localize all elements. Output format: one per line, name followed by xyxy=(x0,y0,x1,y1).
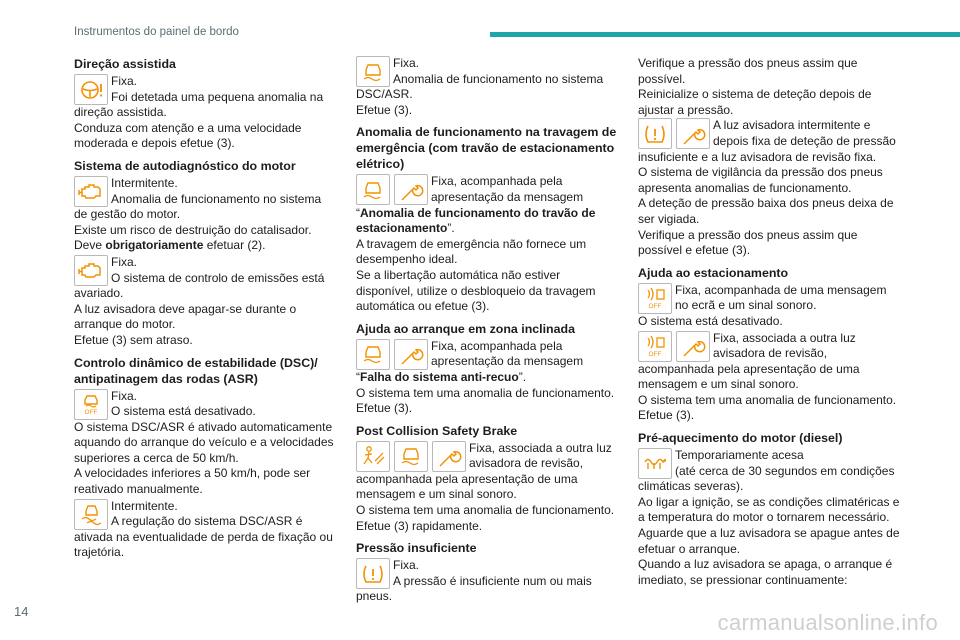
entry-text: Fixa, associada a outra luz avisadora de revisão, acompanhada pela apresentação de uma mensagem e um sinal sonoro. xyxy=(638,330,860,392)
section-heading: Post Collision Safety Brake xyxy=(356,423,518,438)
entry-text: Temporariamente acesa xyxy=(675,448,804,463)
entry-text: Efetue (3). xyxy=(356,401,413,416)
entry-text: Aguarde que a luz avisadora se apague antes de efetuar o arranque. xyxy=(638,526,900,556)
entry-text: Foi detetada uma pequena anomalia na direção assistida. xyxy=(74,89,324,120)
entry-text: Intermitente. xyxy=(111,175,178,190)
warning-entry xyxy=(356,174,618,314)
svg-text:OFF: OFF xyxy=(84,409,98,415)
entry-text: Efetue (3) sem atraso. xyxy=(74,332,193,347)
entry-text: Fixa. xyxy=(393,56,420,70)
car-fault-icon xyxy=(356,56,390,87)
section-heading: Controlo dinâmico de estabilidade (DSC)/ antipatinagem das rodas (ASR) xyxy=(74,355,318,386)
car-fault-icon xyxy=(356,174,390,205)
entry-text: (até cerca de 30 segundos em condições climáticas severas). xyxy=(638,463,895,494)
entry-text: Existe um risco de destruição do catalisador. xyxy=(74,222,312,237)
warning-entry xyxy=(638,118,900,258)
paragraph: Verifique a pressão dos pneus assim que possível. xyxy=(638,56,858,86)
entry-text: Fixa, acompanhada de uma mensagem no ecrã e um sinal sonoro. xyxy=(675,282,887,313)
entry-text: “Anomalia de funcionamento do travão de estacionamento”. xyxy=(356,205,596,236)
entry-text: A regulação do sistema DSC/ASR é ativada na eventualidade de perda de fixação ou trajetória. xyxy=(74,514,333,560)
running-header: Instrumentos do painel de bordo xyxy=(74,26,239,38)
park-assist-off-icon xyxy=(638,283,672,314)
wrench-icon xyxy=(676,331,710,362)
dsc-off-icon xyxy=(74,389,108,420)
park-assist-off-icon xyxy=(638,331,672,362)
watermark: carmanualsonline.info xyxy=(717,610,938,635)
entry-text: Fixa, associada a outra luz avisadora de revisão, acompanhada pela apresentação de uma mensagem e um sinal sonoro. xyxy=(356,440,612,502)
entry-text: Fixa, acompanhada pela apresentação da mensagem “Falha do sistema anti-recuo”. xyxy=(356,338,584,384)
entry-text: A pressão é insuficiente num ou mais pneus. xyxy=(356,573,592,604)
dsc-skid-icon xyxy=(74,499,108,530)
entry-text: Efetue (3). xyxy=(638,408,695,423)
entry-text: Fixa. xyxy=(111,254,138,269)
entry-text: A deteção de pressão baixa dos pneus deixa de ser vigiada. xyxy=(638,196,894,226)
warning-entry xyxy=(74,74,336,152)
section-heading: Anomalia de funcionamento na travagem de emergência (com travão de estacionamento elétrico) xyxy=(356,125,617,172)
car-fault-icon xyxy=(356,339,390,370)
warning-entry xyxy=(74,389,336,498)
warning-entry xyxy=(638,283,900,330)
section-heading: Pré-aquecimento do motor (diesel) xyxy=(638,431,843,446)
warning-entry xyxy=(74,499,336,561)
entry-text: O sistema tem uma anomalia de funcionamento. xyxy=(356,503,615,518)
warning-entry xyxy=(356,56,618,118)
glow-plug-icon xyxy=(638,448,672,479)
collision-person-icon xyxy=(356,441,390,472)
entry-text: Deve obrigatoriamente efetuar (2). xyxy=(74,238,266,253)
section-heading: Ajuda ao arranque em zona inclinada xyxy=(356,321,575,336)
svg-text:OFF: OFF xyxy=(648,303,662,310)
column-1 xyxy=(74,56,336,562)
entry-text: Intermitente. xyxy=(111,498,178,513)
section-heading: Ajuda ao estacionamento xyxy=(638,265,789,280)
entry-text: A velocidades inferiores a 50 km/h, pode ser reativado manualmente. xyxy=(74,466,311,497)
entry-text: O sistema tem uma anomalia de funcionamento. xyxy=(356,385,615,400)
steering-wheel-warning-icon xyxy=(74,74,108,105)
entry-text: Ao ligar a ignição, se as condições climatéricas e a temperatura do motor o tornarem necessário. xyxy=(638,494,900,525)
engine-check-icon xyxy=(74,255,108,286)
wrench-icon xyxy=(432,441,466,472)
paragraph: Reinicialize o sistema de deteção depois de ajustar a pressão. xyxy=(638,87,872,117)
warning-entry xyxy=(356,441,618,535)
wrench-icon xyxy=(394,339,428,370)
warning-entry xyxy=(74,176,336,254)
warning-entry xyxy=(74,255,336,349)
header-accent-bar xyxy=(490,32,960,37)
tyre-pressure-icon xyxy=(638,118,672,149)
column-3 xyxy=(638,56,900,589)
svg-text:OFF: OFF xyxy=(648,351,662,357)
entry-text: Conduza com atenção e a uma velocidade moderada e depois efetue (3). xyxy=(74,120,302,151)
entry-text: Se a libertação automática não estiver disponível, utilize o desbloqueio da travagem automática ou efetue (3). xyxy=(356,267,596,314)
entry-text: Quando a luz avisadora se apaga, o arranque é imediato, se pressionar continuamente: xyxy=(638,557,893,587)
car-fault-icon xyxy=(394,441,428,472)
warning-entry xyxy=(356,339,618,417)
entry-text: Fixa. xyxy=(393,558,420,573)
tyre-pressure-icon xyxy=(356,558,390,589)
entry-text: O sistema DSC/ASR é ativado automaticamente aquando do arranque do veículo e a velocidades superiores a cerca de 50 km/h. xyxy=(74,419,334,465)
warning-entry xyxy=(356,558,618,605)
entry-text: O sistema tem uma anomalia de funcionamento. xyxy=(638,392,897,407)
page-number: 14 xyxy=(14,604,29,619)
entry-text: Fixa. xyxy=(111,388,138,403)
entry-text: Fixa, acompanhada pela apresentação da mensagem xyxy=(431,174,584,204)
entry-text: Fixa. xyxy=(111,74,138,88)
entry-text: Anomalia de funcionamento no sistema DSC/ASR. xyxy=(356,71,604,102)
entry-text: A travagem de emergência não fornece um desempenho ideal. xyxy=(356,236,587,267)
entry-text: O sistema está desativado. xyxy=(111,404,256,419)
entry-text: A luz avisadora intermitente e depois fixa de deteção de pressão insuficiente e a luz avisadora de revisão fixa. xyxy=(638,118,896,164)
warning-entry xyxy=(638,331,900,425)
wrench-icon xyxy=(394,174,428,205)
entry-text: Efetue (3) rapidamente. xyxy=(356,518,483,533)
entry-text: Anomalia de funcionamento no sistema de gestão do motor. xyxy=(74,191,322,222)
entry-text: Verifique a pressão dos pneus assim que possível e efetue (3). xyxy=(638,227,858,258)
entry-text: O sistema está desativado. xyxy=(638,313,783,328)
section-heading: Sistema de autodiagnóstico do motor xyxy=(74,158,296,173)
column-2 xyxy=(356,56,618,606)
entry-text: O sistema de controlo de emissões está avariado. xyxy=(74,270,325,301)
entry-text: A luz avisadora deve apagar-se durante o arranque do motor. xyxy=(74,301,297,332)
entry-text: Efetue (3). xyxy=(356,102,413,117)
entry-text: O sistema de vigilância da pressão dos pneus apresenta anomalias de funcionamento. xyxy=(638,165,883,195)
wrench-icon xyxy=(676,118,710,149)
engine-check-icon xyxy=(74,176,108,207)
section-heading: Direção assistida xyxy=(74,57,176,71)
section-heading: Pressão insuficiente xyxy=(356,541,477,556)
warning-entry xyxy=(638,448,900,588)
